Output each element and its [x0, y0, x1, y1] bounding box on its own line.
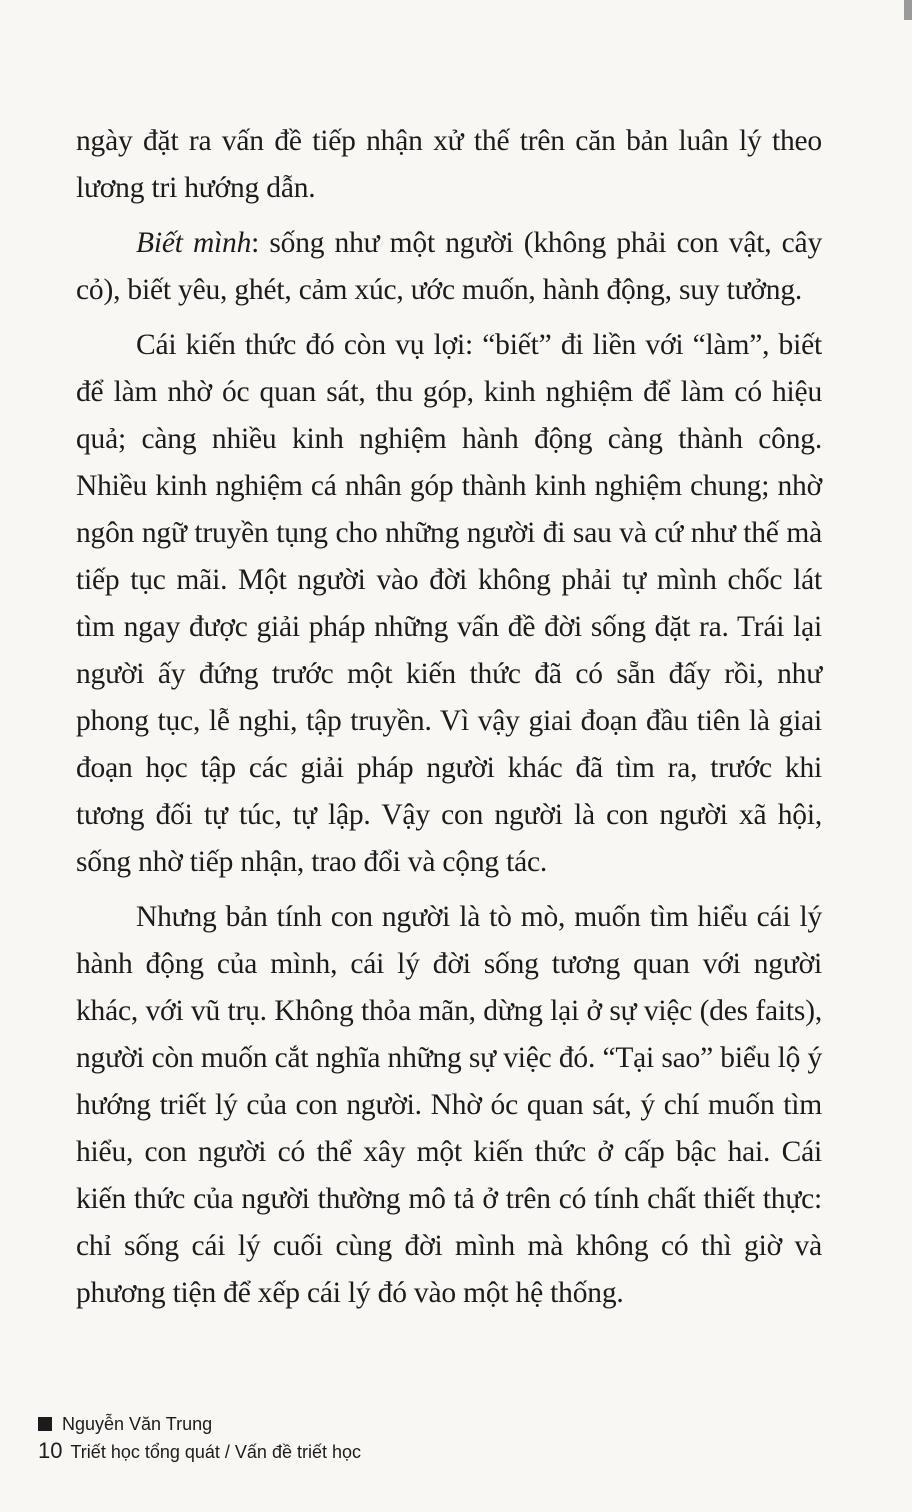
paragraph-3 [76, 322, 822, 886]
page-edge-mark [904, 0, 912, 20]
paragraph-1-text: ngày đặt ra vấn đề tiếp nhận xử thế trên căn bản luân lý theo lương tri hướng dẫn. [76, 125, 822, 204]
paragraph-4-text: Nhưng bản tính con người là tò mò, muốn tìm hiểu cái lý hành động của mình, cái lý đời sống tương quan với người khác, với vũ trụ. Không thỏa mãn, dừng lại ở sự việc (des faits), người còn muốn cắt nghĩa những sự việc đó. “Tại sao” biểu lộ ý hướng triết lý của con người. Nhờ óc quan sát, ý chí muốn tìm hiểu, con người có thể xây một kiến thức ở cấp bậc hai. Cái kiến thức của người thường mô tả ở trên có tính chất thiết thực: chỉ sống cái lý cuối cùng đời mình mà không có thì giờ và phương tiện để xếp cái lý đó vào một hệ thống. [76, 901, 822, 1309]
paragraph-3-text: Cái kiến thức đó còn vụ lợi: “biết” đi liền với “làm”, biết để làm nhờ óc quan sát, thu góp, kinh nghiệm để làm có hiệu quả; càng nhiều kinh nghiệm hành động càng thành công. Nhiều kinh nghiệm cá nhân góp thành kinh nghiệm chung; nhờ ngôn ngữ truyền tụng cho những người đi sau và cứ như thế mà tiếp tục mãi. Một người vào đời không phải tự mình chốc lát tìm ngay được giải pháp những vấn đề đời sống đặt ra. Trái lại người ấy đứng trước một kiến thức đã có sẵn đấy rồi, như phong tục, lễ nghi, tập truyền. Vì vậy giai đoạn đầu tiên là giai đoạn học tập các giải pháp người khác đã tìm ra, trước khi tương đối tự túc, tự lập. Vậy con người là con người xã hội, sống nhờ tiếp nhận, trao đổi và cộng tác. [76, 329, 822, 878]
author-name: Nguyễn Văn Trung [62, 1413, 213, 1434]
paragraph-2 [76, 220, 822, 314]
page-footer [38, 1410, 361, 1466]
page-number: 10 [38, 1438, 63, 1463]
body-text [76, 118, 822, 1317]
paragraph-1 [76, 118, 822, 212]
book-title: Triết học tổng quát / Vấn đề triết học [70, 1442, 361, 1462]
footer-author-row [38, 1410, 361, 1438]
square-bullet-icon [38, 1417, 52, 1431]
footer-book-row [38, 1438, 361, 1466]
paragraph-4 [76, 894, 822, 1317]
paragraph-2-text: : sống như một người (không phải con vật, cây cỏ), biết yêu, ghét, cảm xúc, ước muốn, hành động, suy tưởng. [76, 227, 822, 306]
paragraph-2-lead-term: Biết mình [136, 227, 252, 259]
